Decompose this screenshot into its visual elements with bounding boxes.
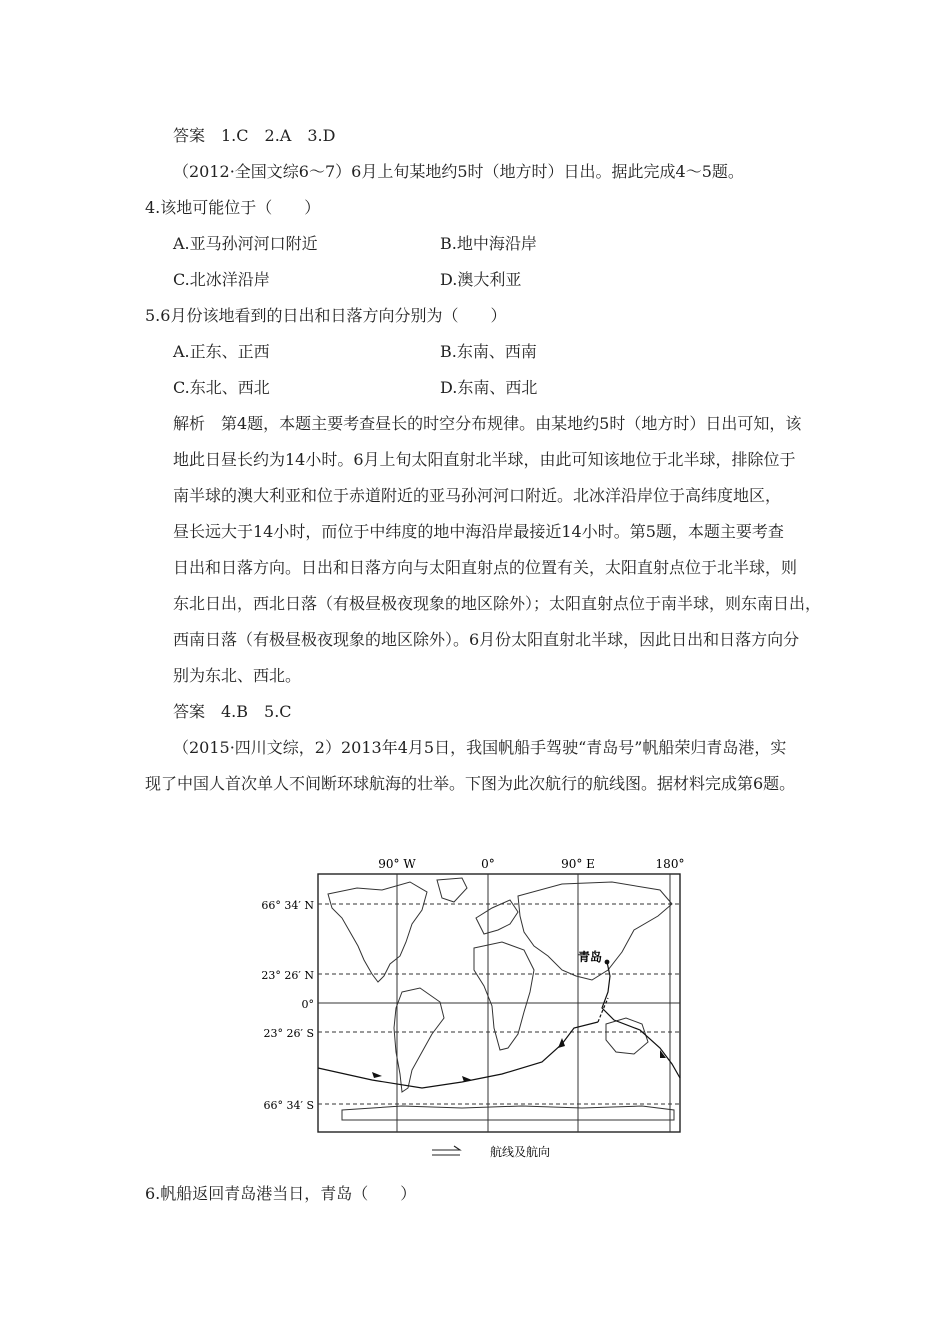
analysis-line: 地此日昼长约为14小时。6月上旬太阳直射北半球，由此可知该地位于北半球，排除位于 [173, 450, 796, 469]
lat-label: 23° 26′ S [263, 1027, 314, 1040]
route-map [262, 852, 702, 1162]
intro-6-line: 现了中国人首次单人不间断环球航海的壮举。下图为此次航行的航线图。据材料完成第6题。 [145, 774, 796, 793]
intro-6-line: （2015·四川文综，2）2013年4月5日，我国帆船手驾驶“青岛号”帆船荣归青岛港，实 [173, 738, 787, 757]
question-5-stem: 5.6月份该地看到的日出和日落方向分别为（ ） [145, 306, 507, 325]
lon-label: 0° [481, 857, 495, 871]
question-4-option-b: B.地中海沿岸 [440, 234, 537, 253]
question-4-stem: 4.该地可能位于（ ） [145, 198, 321, 217]
lat-label: 66° 34′ N [262, 899, 314, 912]
intro-4-5: （2012·全国文综6～7）6月上旬某地约5时（地方时）日出。据此完成4～5题。 [173, 162, 744, 181]
analysis-line: 日出和日落方向。日出和日落方向与太阳直射点的位置有关，太阳直射点位于北半球，则 [173, 558, 798, 577]
legend-label: 航线及航向 [490, 1145, 551, 1159]
analysis-line: 南半球的澳大利亚和位于赤道附近的亚马孙河河口附近。北冰洋沿岸位于高纬度地区， [173, 486, 782, 505]
route-arrows [372, 1038, 666, 1082]
legend-route-symbol [432, 1146, 460, 1155]
analysis-line: 西南日落（有极昼极夜现象的地区除外）。6月份太阳直射北半球，因此日出和日落方向分 [173, 630, 800, 649]
lon-label: 90° W [378, 857, 416, 871]
lat-label: 66° 34′ S [263, 1099, 314, 1112]
question-4-option-d: D.澳大利亚 [440, 270, 522, 289]
question-5-option-d: D.东南、西北 [440, 378, 538, 397]
lat-label: 23° 26′ N [262, 969, 314, 982]
city-label-qingdao: 青岛 [578, 950, 603, 964]
question-4-option-a: A.亚马孙河河口附近 [173, 234, 318, 253]
question-4-option-c: C.北冰洋沿岸 [173, 270, 270, 289]
qingdao-marker [605, 960, 610, 965]
question-5-option-b: B.东南、西南 [440, 342, 537, 361]
continent-outlines [328, 878, 674, 1120]
analysis-line: 别为东北、西北。 [173, 666, 302, 685]
route-path [318, 962, 680, 1088]
analysis-line: 昼长远大于14小时，而位于中纬度的地中海沿岸最接近14小时。第5题，本题主要考查 [173, 522, 784, 541]
answer-4-5: 答案 4.B 5.C [173, 702, 292, 721]
lon-label: 90° E [561, 857, 595, 871]
answer-1-3: 答案 1.C 2.A 3.D [173, 126, 336, 145]
analysis-line: 解析 第4题，本题主要考查昼长的时空分布规律。由某地约5时（地方时）日出可知，该 [173, 414, 802, 433]
lon-label: 180° [655, 857, 685, 871]
question-6-stem: 6.帆船返回青岛港当日，青岛（ ） [145, 1184, 417, 1203]
route-map-svg [262, 852, 702, 1162]
question-5-option-a: A.正东、正西 [173, 342, 270, 361]
lat-label: 0° [301, 998, 314, 1011]
analysis-line: 东北日出，西北日落（有极昼极夜现象的地区除外）；太阳直射点位于南半球，则东南日出， [173, 594, 822, 613]
question-5-option-c: C.东北、西北 [173, 378, 270, 397]
